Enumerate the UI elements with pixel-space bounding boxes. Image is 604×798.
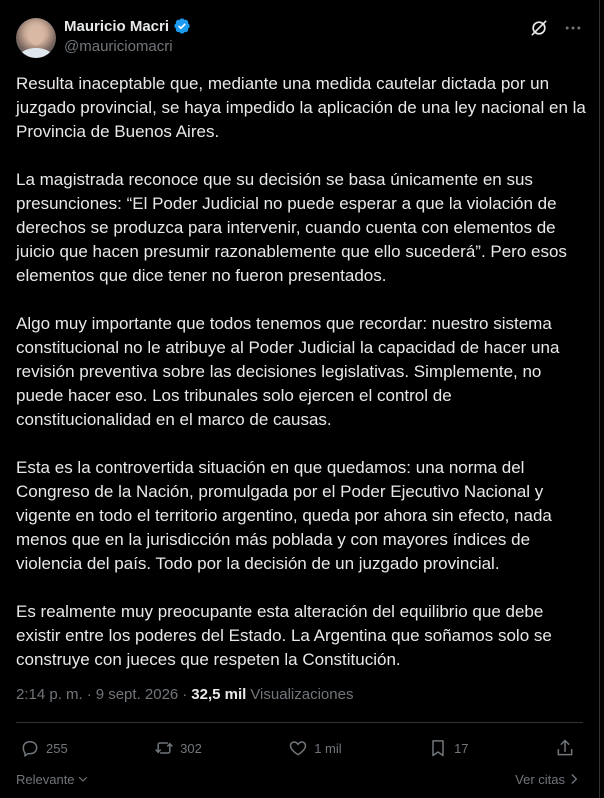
share-icon (555, 738, 575, 758)
quotes-label: Ver citas (515, 771, 565, 787)
author-name-row (64, 17, 191, 35)
reply-button[interactable] (20, 738, 68, 758)
tweet-text (16, 72, 586, 672)
view-quotes-link[interactable] (515, 772, 581, 787)
avatar[interactable] (16, 18, 56, 58)
author-handle[interactable]: @mauriciomacri (64, 38, 173, 55)
bookmark-count: 17 (454, 740, 469, 756)
tweet-paragraph: La magistrada reconoce que su decisión se basa únicamente en sus presunciones: “El Poder Judicial no puede esperar a que la violación de derechos se produzca para intervenir, cuando cuenta con elementos de juicio que hacen presumir razonablemente que ello sucederá”. Pero esos elementos que dice tener no fueron presentados. (16, 170, 567, 285)
tweet-paragraph: Es realmente muy preocupante esta alteración del equilibrio que debe existir entre los poderes del Estado. La Argentina que soñamos solo se construye con jueces que respeten la Constitución. (16, 602, 552, 669)
repost-icon (154, 738, 174, 758)
author-name[interactable]: Mauricio Macri (64, 17, 170, 35)
verified-badge-icon (173, 17, 191, 35)
tweet-paragraph: Algo muy importante que todos tenemos que recordar: nuestro sistema constitucional no le atribuye al Poder Judicial la capacidad de hacer una revisión preventiva sobre las decisiones legislativas. Simplemente, no puede hacer eso. Los tribunales solo ejercen el control de constitucionalidad en el marco de causas. (16, 314, 560, 429)
sort-relevant-button[interactable] (16, 772, 89, 787)
meta-separator: · (86, 686, 92, 703)
tweet-header (16, 12, 583, 60)
like-count: 1 mil (314, 740, 342, 756)
bookmark-button[interactable] (428, 738, 468, 758)
avatar-shirt (20, 48, 52, 58)
like-button[interactable] (288, 738, 341, 758)
like-icon (288, 738, 308, 758)
action-bar (20, 734, 575, 762)
repost-count: 302 (180, 740, 202, 756)
views-count: 32,5 mil (191, 686, 247, 703)
tweet-date[interactable]: 9 sept. 2026 (95, 686, 179, 703)
sort-label: Relevante (16, 771, 75, 787)
divider (16, 722, 583, 723)
reply-count: 255 (46, 740, 68, 756)
reply-icon (20, 738, 40, 758)
more-icon[interactable] (563, 18, 583, 38)
bookmark-icon (428, 738, 448, 758)
share-button[interactable] (555, 738, 575, 758)
avatar-face (28, 26, 44, 45)
header-actions (529, 18, 583, 38)
repost-button[interactable] (154, 738, 202, 758)
views-label: Visualizaciones (250, 686, 354, 703)
tweet-paragraph: Resulta inaceptable que, mediante una medida cautelar dictada por un juzgado provincial, se haya impedido la aplicación de una ley nacional en la Provincia de Buenos Aires. (16, 74, 586, 141)
tweet-meta (16, 686, 353, 703)
chevron-right-icon (567, 772, 581, 786)
tweet-footer (16, 768, 581, 790)
tweet-time[interactable]: 2:14 p. m. (16, 686, 83, 703)
tweet-paragraph: Esta es la controvertida situación en que quedamos: una norma del Congreso de la Nación, promulgada por el Poder Ejecutivo Nacional y vigente en todo el territorio argentino, queda por ahora sin efecto, nada menos que en la jurisdicción más poblada y con mayores índices de violencia del país. Todo por la decisión de un juzgado provincial. (16, 458, 552, 573)
meta-separator: · (182, 686, 188, 703)
chevron-down-icon (77, 773, 89, 785)
grok-icon[interactable] (529, 18, 549, 38)
